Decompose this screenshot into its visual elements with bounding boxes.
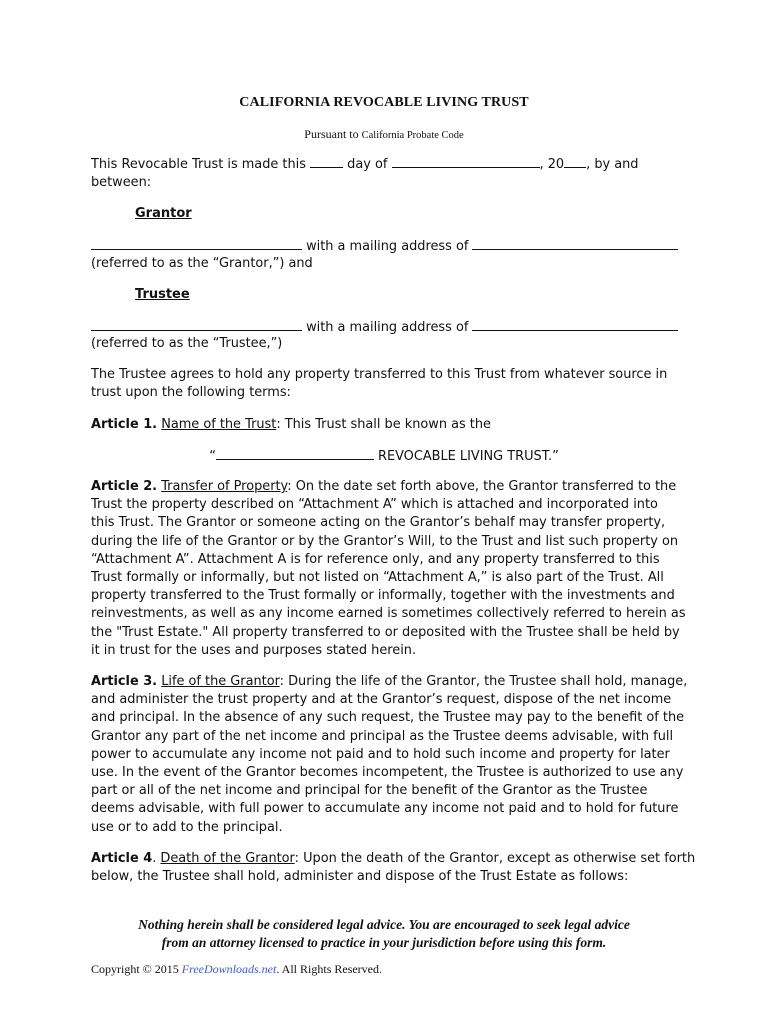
grantor-name-blank	[91, 237, 302, 250]
article-2-name: Transfer of Property	[161, 479, 288, 494]
article-4-line: below, the Trustee shall hold, administer and dispose of the Trust Estate as follows:	[91, 869, 629, 885]
article-1-label: Article 1.	[91, 417, 158, 432]
article-3-line: deems advisable, with full power to accumulate any income not paid and to hold for future	[91, 801, 679, 817]
article-3-line: and administer the trust property and at the Grantor’s request, dispose of the net income	[91, 692, 672, 708]
article-3-line: use or to add to the principal.	[91, 819, 283, 835]
subtitle-prefix: Pursuant to	[304, 127, 359, 141]
article-3-line: power to accumulate any income not paid and to hold such income and property for later	[91, 746, 670, 762]
article-2	[91, 478, 691, 660]
article-4	[91, 850, 696, 886]
trustee-heading: Trustee	[135, 287, 190, 302]
article-3-line: part or all of the net income and principal for the benefit of the Grantor as the Trustee	[91, 783, 648, 799]
legal-disclaimer	[0, 916, 768, 952]
article-3-line: use. In the event of the Grantor becomes incompetent, the Trustee is authorized to use any	[91, 765, 684, 781]
trustee-fill-row	[91, 318, 681, 335]
freedownloads-link[interactable]: FreeDownloads.net	[181, 962, 277, 976]
article-3-line: Grantor any part of the net income and principal as the Trustee deems advisable, with full	[91, 728, 674, 744]
intro-paragraph	[91, 155, 691, 192]
year-blank	[564, 155, 586, 168]
grantor-fill-row	[91, 237, 681, 254]
subtitle-code: California Probate Code	[361, 130, 464, 141]
article-3-name: Life of the Grantor	[161, 674, 280, 689]
document-title: CALIFORNIA REVOCABLE LIVING TRUST	[239, 95, 529, 110]
article-1-text: : This Trust shall be known as the	[276, 417, 491, 432]
trust-name-suffix: REVOCABLE LIVING TRUST.”	[377, 449, 559, 464]
article-2-line: during the life of the Grantor or by the Grantor’s Will, to the Trust and list such property on	[91, 533, 679, 549]
intro-text-d: , by and	[586, 157, 639, 172]
intro-text-b: day of	[347, 157, 388, 172]
article-4-label: Article 4	[91, 851, 153, 866]
trustee-name-blank	[91, 318, 302, 331]
intro-text-c: , 20	[539, 157, 565, 172]
trust-name-line	[0, 447, 768, 464]
document-subtitle	[0, 127, 768, 142]
article-2-line: Trust the property described on “Attachment A” which is attached and incorporated into	[91, 497, 658, 513]
article-2-line: the "Trust Estate." All property transferred to or deposited with the Trustee shall be held by	[91, 624, 680, 640]
article-2-line: reinvestments, as well as any income earned is sometimes collectively referred to herein as	[91, 606, 686, 622]
agreement-line: The Trustee agrees to hold any property transferred to this Trust from whatever source in	[91, 367, 668, 382]
grantor-mailing-label: with a mailing address of	[306, 239, 469, 254]
article-2-line: it in trust for the uses and purposes stated herein.	[91, 642, 417, 658]
grantor-referred: (referred to as the “Grantor,”) and	[91, 256, 313, 271]
article-1	[91, 416, 691, 434]
article-2-line: “Attachment A”. Attachment A is for reference only, and any property transferred to this	[91, 551, 660, 567]
article-2-line: this Trust. The Grantor or someone acting on the Grantor’s behalf may transfer property,	[91, 515, 666, 531]
trustee-referred: (referred to as the “Trustee,”)	[91, 336, 283, 351]
trust-name-blank	[216, 447, 374, 460]
intro-text-between: between:	[91, 175, 152, 191]
trust-name-open-quote: “	[209, 449, 216, 464]
article-3-line: and principal. In the absence of any such request, the Trustee may pay to the benefit of the	[91, 710, 685, 726]
article-2-label: Article 2.	[91, 479, 158, 494]
article-4-name: Death of the Grantor	[160, 851, 295, 866]
trustee-address-blank	[472, 318, 678, 331]
intro-text-a: This Revocable Trust is made this	[91, 157, 306, 172]
copyright-suffix: . All Rights Reserved.	[276, 962, 383, 976]
grantor-address-blank	[472, 237, 678, 250]
day-blank	[310, 155, 343, 168]
article-2-first: : On the date set forth above, the Grantor transferred to the	[287, 479, 677, 494]
article-2-line: Trust formally or informally, but not listed on “Attachment A,” is also part of the Trust. All	[91, 570, 664, 586]
article-4-dot: .	[152, 851, 157, 866]
disclaimer-line: from an attorney licensed to practice in your jurisdiction before using this form.	[161, 935, 607, 950]
copyright-footer	[91, 962, 382, 977]
disclaimer-line: Nothing herein shall be considered legal advice. You are encouraged to seek legal advice	[138, 917, 630, 932]
article-4-first: : Upon the death of the Grantor, except as otherwise set forth	[294, 851, 696, 866]
agreement-line: trust upon the following terms:	[91, 385, 291, 401]
article-1-name: Name of the Trust	[161, 417, 277, 432]
trustee-mailing-label: with a mailing address of	[306, 320, 469, 335]
month-blank	[392, 155, 540, 168]
agreement-paragraph	[91, 366, 691, 402]
article-2-line: property transferred to the Trust formally or informally, together with the investments and	[91, 588, 675, 604]
article-3	[91, 673, 691, 837]
article-3-first: : During the life of the Grantor, the Trustee shall hold, manage,	[279, 674, 688, 689]
copyright-prefix: Copyright © 2015	[91, 962, 179, 976]
article-3-label: Article 3.	[91, 674, 158, 689]
grantor-heading: Grantor	[135, 206, 192, 221]
